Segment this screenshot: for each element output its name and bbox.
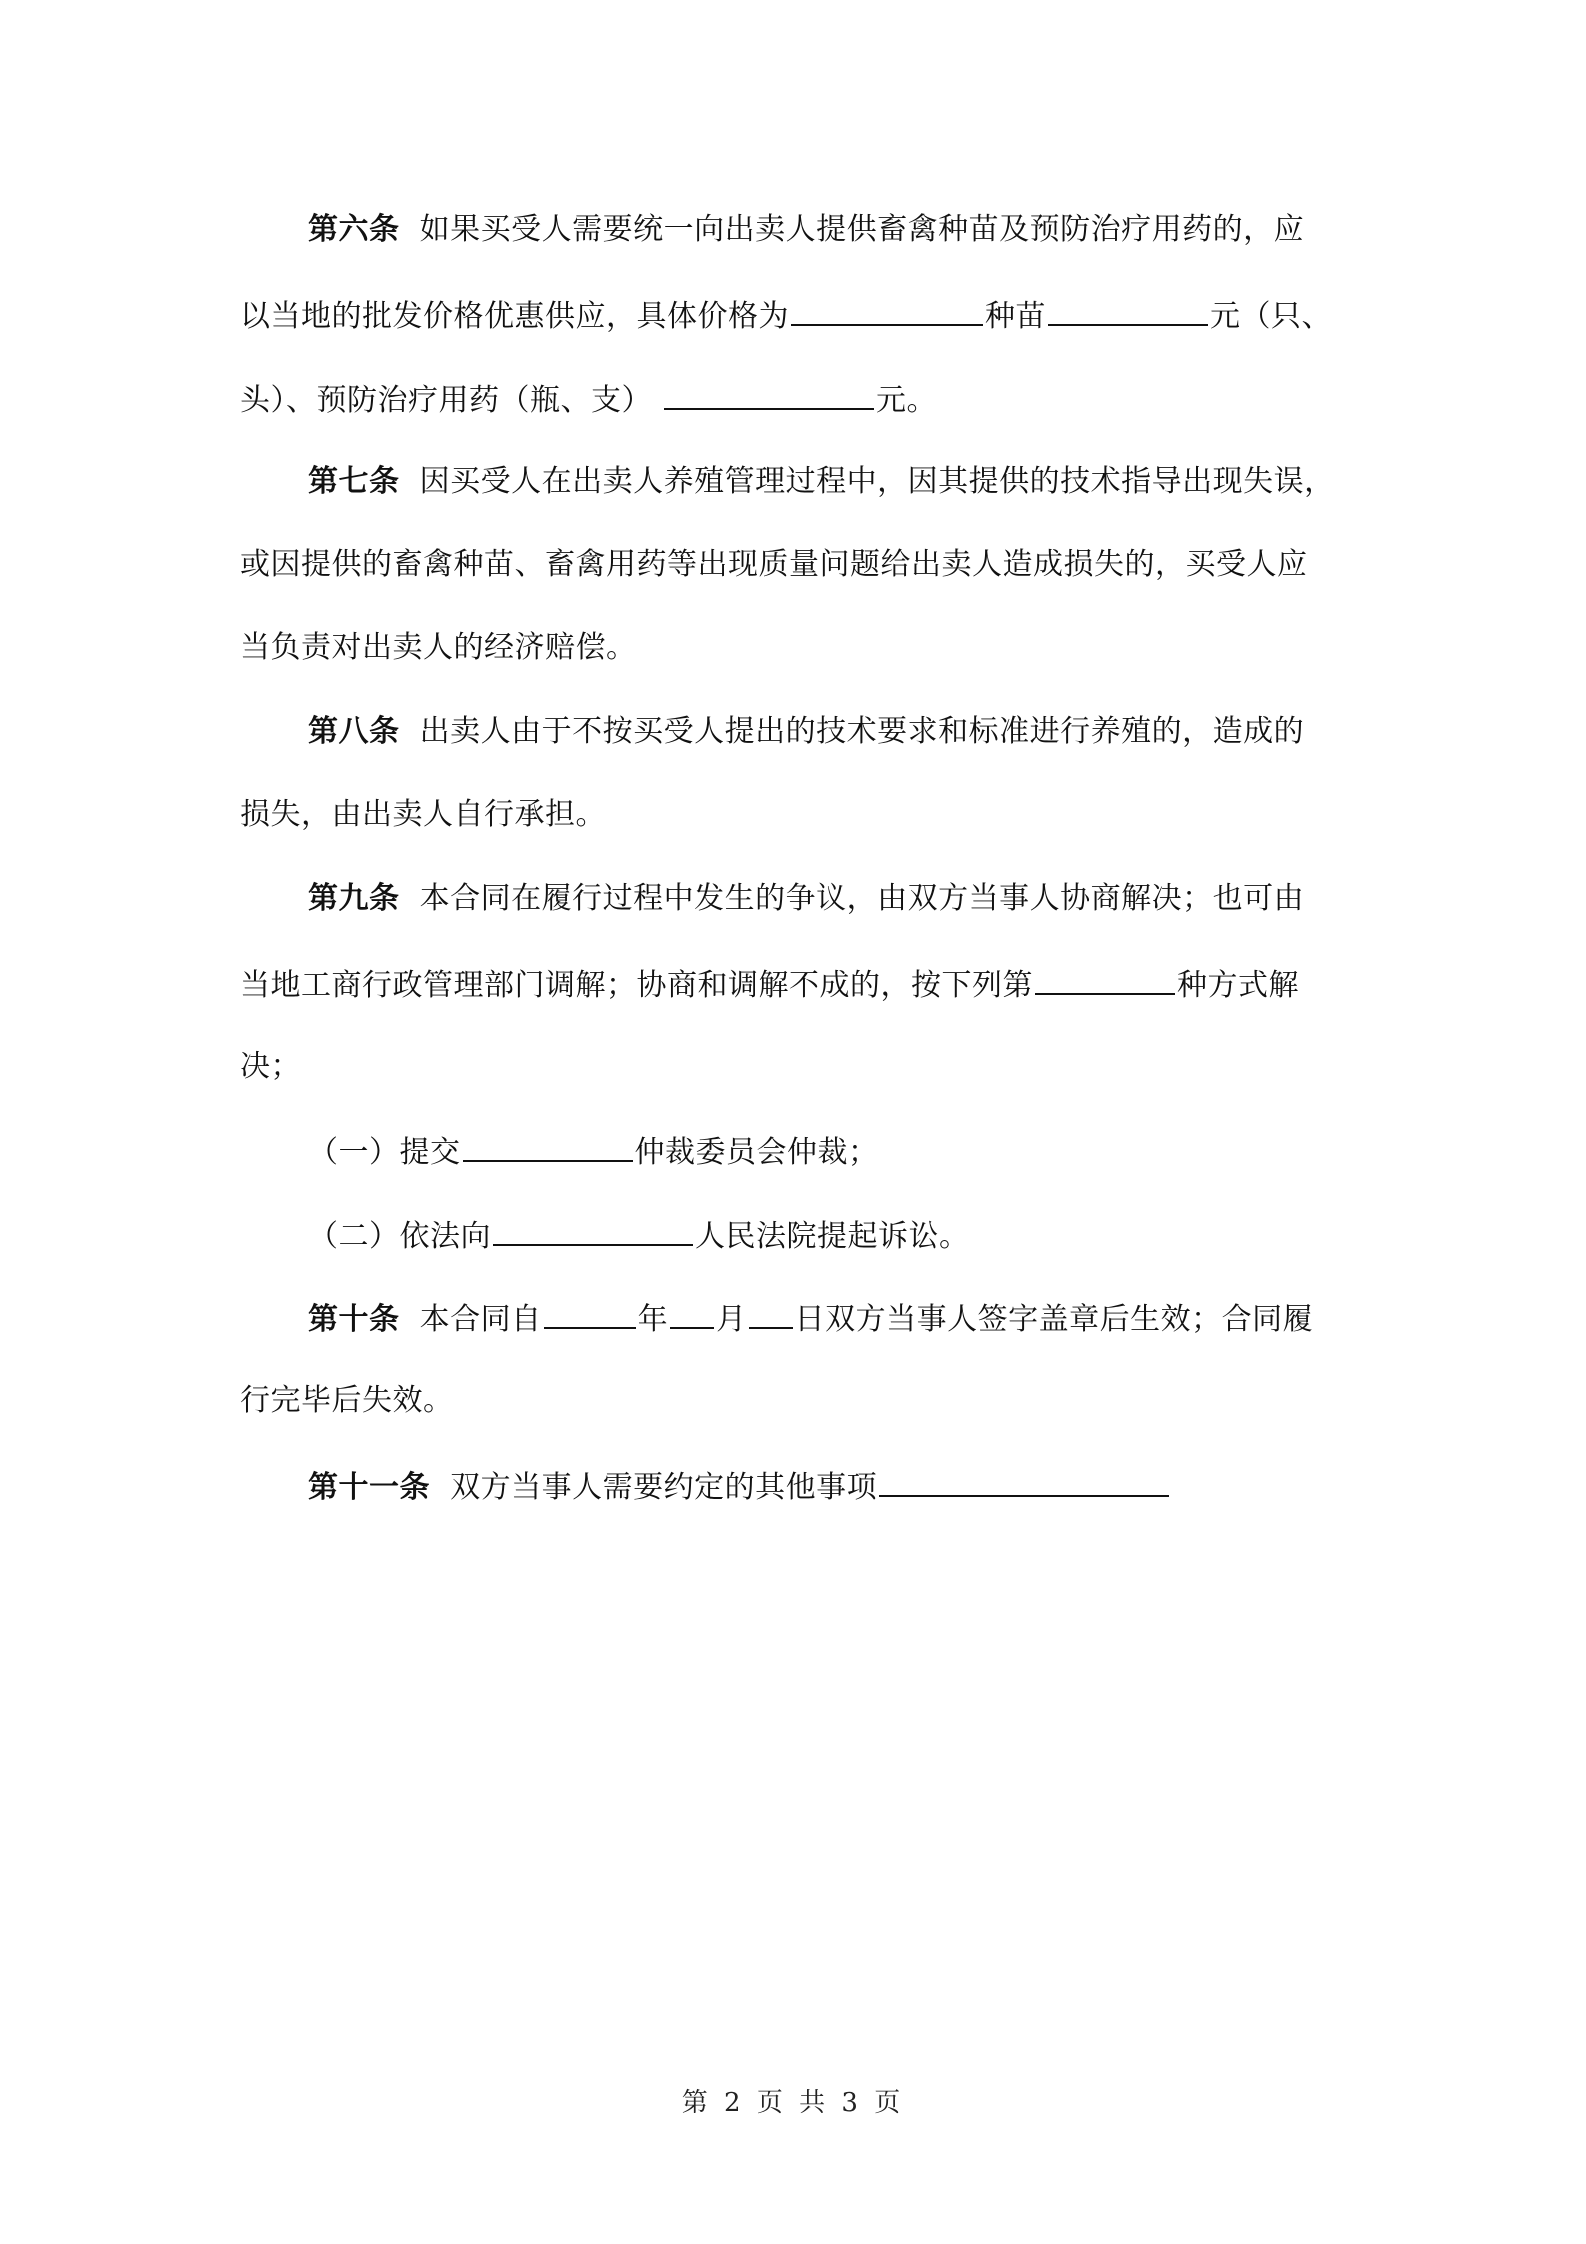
court-blank[interactable] <box>493 1210 693 1246</box>
option-1-text-b: 仲裁委员会仲裁； <box>634 1135 879 1170</box>
article-10-text-1c: 月 <box>716 1302 747 1337</box>
article-9-text-3: 决； <box>240 1049 301 1084</box>
article-9-line-3 <box>240 1043 1360 1091</box>
article-11-heading: 第十一条 <box>308 1470 430 1505</box>
article-7-line-3 <box>240 624 1360 672</box>
article-6-text-2b: 种苗 <box>985 299 1046 334</box>
article-11-text-1: 双方当事人需要约定的其他事项 <box>450 1470 878 1505</box>
article-10-line-1 <box>308 1293 1428 1341</box>
article-6-line-3 <box>240 374 1360 422</box>
article-9-text-2b: 种方式解 <box>1177 968 1299 1003</box>
medicine-price-blank[interactable] <box>664 374 874 410</box>
seedling-price-blank[interactable] <box>1048 290 1208 326</box>
article-10-line-2 <box>240 1377 1360 1425</box>
article-9-option-1 <box>308 1126 1428 1174</box>
article-7-text-3: 当负责对出卖人的经济赔偿。 <box>240 630 637 665</box>
article-7-text-1: 因买受人在出卖人养殖管理过程中，因其提供的技术指导出现失误， <box>419 464 1335 499</box>
page-number-footer: 第 2 页 共 3 页 <box>681 2088 905 2118</box>
article-6-text-2c: 元（只、 <box>1210 299 1332 334</box>
option-1-text-a: （一）提交 <box>308 1135 461 1170</box>
article-7-text-2: 或因提供的畜禽种苗、畜禽用药等出现质量问题给出卖人造成损失的，买受人应 <box>240 547 1308 582</box>
month-blank[interactable] <box>670 1293 714 1329</box>
article-6-text-2a: 以当地的批发价格优惠供应，具体价格为 <box>240 299 789 334</box>
price-blank[interactable] <box>791 290 983 326</box>
article-9-line-2 <box>240 959 1360 1007</box>
day-blank[interactable] <box>749 1293 793 1329</box>
article-8-text-2: 损失，由出卖人自行承担。 <box>240 797 606 832</box>
article-9-option-2 <box>308 1210 1428 1258</box>
article-9-text-1: 本合同在履行过程中发生的争议，由双方当事人协商解决；也可由 <box>419 881 1305 916</box>
article-10-text-1d: 日双方当事人签字盖章后生效；合同履 <box>794 1302 1314 1337</box>
article-6-text-3b: 元。 <box>876 383 938 418</box>
article-8-heading: 第八条 <box>308 714 400 749</box>
option-2-text-b: 人民法院提起诉讼。 <box>695 1219 970 1254</box>
article-10-text-1a: 本合同自 <box>419 1302 542 1337</box>
article-8-line-1 <box>308 708 1428 756</box>
article-8-text-1: 出卖人由于不按买受人提出的技术要求和标准进行养殖的，造成的 <box>419 714 1305 749</box>
article-6-line-1 <box>308 206 1428 254</box>
article-11-line-1 <box>308 1461 1428 1509</box>
other-matters-blank[interactable] <box>879 1461 1169 1497</box>
article-6-text-1: 如果买受人需要统一向出卖人提供畜禽种苗及预防治疗用药的，应 <box>419 212 1305 247</box>
arbitration-committee-blank[interactable] <box>463 1126 633 1162</box>
option-2-text-a: （二）依法向 <box>308 1219 491 1254</box>
article-7-heading: 第七条 <box>308 464 400 499</box>
article-8-line-2 <box>240 791 1360 839</box>
article-6-text-3a: 头）、预防治疗用药（瓶、支） <box>240 383 652 418</box>
dispute-method-blank[interactable] <box>1035 959 1175 995</box>
year-blank[interactable] <box>544 1293 636 1329</box>
article-7-line-2 <box>240 541 1360 589</box>
article-10-text-1b: 年 <box>637 1302 669 1337</box>
article-9-heading: 第九条 <box>308 881 400 916</box>
article-9-text-2a: 当地工商行政管理部门调解；协商和调解不成的，按下列第 <box>240 968 1033 1003</box>
article-6-heading: 第六条 <box>308 212 400 247</box>
article-10-text-2: 行完毕后失效。 <box>240 1383 454 1418</box>
article-10-heading: 第十条 <box>308 1302 400 1337</box>
article-9-line-1 <box>308 875 1428 923</box>
article-7-line-1 <box>308 458 1428 506</box>
article-6-line-2 <box>240 290 1360 338</box>
